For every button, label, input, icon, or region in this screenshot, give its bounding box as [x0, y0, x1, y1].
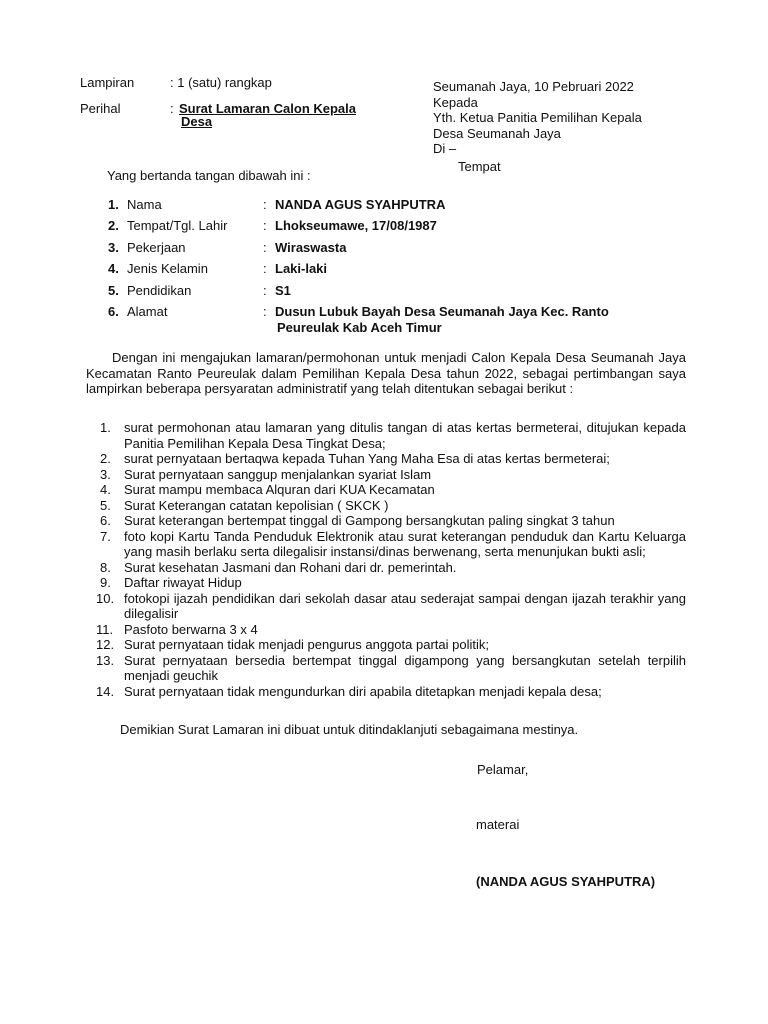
yth-text: Yth. Ketua Panitia Pemilihan Kepala	[433, 110, 642, 125]
lampiran-label: Lampiran	[80, 75, 135, 90]
list-item-text: surat pernyataan bertaqwa kepada Tuhan Yang Maha Esa di atas kertas bermeterai;	[124, 451, 610, 466]
list-item-number: 5.	[100, 497, 111, 513]
identity-row	[108, 240, 668, 258]
identity-num: 6.	[108, 304, 119, 319]
list-item	[80, 529, 686, 560]
list-item-text: Surat pernyataan sanggup menjalankan syariat Islam	[124, 466, 432, 482]
list-item-text: Surat pernyataan tidak mengundurkan diri apabila ditetapkan menjadi kepala desa;	[124, 683, 602, 699]
identity-colon: :	[263, 261, 267, 276]
identity-colon: :	[263, 304, 267, 319]
list-item-number: 3.	[100, 466, 111, 482]
list-item-number: 6.	[100, 513, 111, 528]
list-item	[80, 498, 686, 514]
kepada-text: Kepada	[433, 94, 478, 110]
list-item-text: Surat kesehatan Jasmani dan Rohani dari dr. pemerintah.	[124, 559, 457, 575]
list-item-number: 7.	[100, 528, 111, 544]
list-item	[80, 622, 686, 638]
signatory-name: (NANDA AGUS SYAHPUTRA)	[476, 874, 656, 889]
list-item	[80, 591, 686, 622]
identity-colon: :	[263, 218, 267, 233]
identity-row	[108, 261, 668, 279]
materai-label: materai	[476, 817, 520, 832]
list-item	[80, 684, 686, 700]
list-item	[80, 467, 686, 483]
identity-num: 1.	[108, 197, 119, 212]
identity-label: Pendidikan	[127, 283, 192, 298]
list-item-number: 14.	[96, 683, 115, 699]
desa-text: Desa Seumanah Jaya	[433, 125, 561, 141]
list-item-number: 11.	[96, 621, 114, 637]
list-item	[80, 482, 686, 498]
list-item-number: 2.	[100, 451, 111, 466]
list-item-number: 4.	[100, 482, 111, 497]
list-item	[80, 420, 686, 451]
list-item	[80, 637, 686, 653]
list-item-number: 13.	[96, 652, 115, 668]
identity-value: Wiraswasta	[275, 240, 347, 255]
tempat-text: Tempat	[458, 158, 501, 174]
identity-colon: :	[263, 240, 267, 255]
identity-colon: :	[263, 283, 267, 298]
identity-row	[108, 304, 668, 336]
pelamar-label: Pelamar,	[477, 762, 529, 777]
body-paragraph: Dengan ini mengajukan lamaran/permohonan untuk menjadi Calon Kepala Desa Seumanah Jaya Kecamatan Ranto Peureulak dalam Pemilihan Kepala Desa tahun 2022, sebagai pertimbangan saya lampirkan beberapa persyaratan administratif yang telah ditentukan sebagai berikut :	[86, 350, 686, 396]
identity-label: Tempat/Tgl. Lahir	[127, 218, 228, 233]
perihal-label: Perihal	[80, 101, 121, 116]
list-item-text: Surat pernyataan tidak menjadi pengurus anggota partai politik;	[124, 637, 489, 652]
requirements-list	[80, 420, 686, 699]
list-item-text: fotokopi ijazah pendidikan dari sekolah dasar atau sederajat sampai dengan ijazah terakhir yang dilegalisir	[124, 590, 686, 621]
identity-label: Alamat	[127, 304, 168, 319]
identity-value	[275, 304, 665, 335]
perihal-value-line-1: Surat Lamaran Calon Kepala	[179, 101, 356, 116]
identity-num: 5.	[108, 283, 119, 298]
list-item-text: surat permohonan atau lamaran yang ditulis tangan di atas kertas bermeterai, ditujukan kepada Panitia Pemilihan Kepala Desa Tingkat Desa;	[124, 420, 686, 451]
list-item-number: 9.	[100, 575, 111, 590]
identity-colon: :	[263, 197, 267, 212]
list-item	[80, 513, 686, 529]
list-item	[80, 653, 686, 684]
intro-text: Yang bertanda tangan dibawah ini :	[107, 168, 311, 183]
identity-value: Laki-laki	[275, 261, 328, 276]
identity-row	[108, 197, 668, 215]
list-item-text: Surat Keterangan catatan kepolisian ( SKCK )	[124, 497, 389, 513]
identity-value: S1	[275, 283, 291, 298]
list-item-number: 10.	[96, 590, 115, 606]
list-item	[80, 451, 686, 467]
lampiran-line	[80, 75, 272, 91]
list-item-text: Daftar riwayat Hidup	[124, 575, 242, 590]
recipient-block	[433, 79, 693, 174]
perihal-colon: :	[170, 101, 174, 116]
list-item-number: 1.	[100, 420, 111, 435]
identity-label: Jenis Kelamin	[127, 261, 208, 276]
place-date: Seumanah Jaya, 10 Pebruari 2022	[433, 79, 634, 94]
identity-row	[108, 218, 668, 236]
list-item-text: Surat keterangan bertempat tinggal di Gampong bersangkutan paling singkat 3 tahun	[124, 513, 615, 528]
identity-num: 2.	[108, 218, 119, 233]
address-line-2: Peureulak Kab Aceh Timur	[277, 319, 442, 335]
list-item-text: foto kopi Kartu Tanda Penduduk Elektronik atau surat keterangan penduduk dan Kartu Keluarga yang masih berlaku serta dilegalisir instansi/dinas berwenang, serta menunjukan bukti asli;	[124, 528, 686, 559]
list-item-text: Pasfoto berwarna 3 x 4	[124, 621, 258, 637]
list-item	[80, 560, 686, 576]
identity-num: 3.	[108, 240, 119, 255]
identity-value: NANDA AGUS SYAHPUTRA	[275, 197, 446, 212]
list-item-text: Surat mampu membaca Alquran dari KUA Kecamatan	[124, 482, 435, 497]
di-text: Di –	[433, 141, 457, 156]
list-item-text: Surat pernyataan bersedia bertempat tinggal digampong yang bersangkutan setelah terpilih menjadi geuchik	[124, 652, 686, 683]
identity-label: Nama	[127, 197, 162, 212]
identity-num: 4.	[108, 261, 119, 276]
list-item-number: 8.	[100, 559, 111, 575]
list-item-number: 12.	[96, 637, 115, 652]
perihal-value-line-2: Desa	[181, 114, 213, 129]
identity-label: Pekerjaan	[127, 240, 186, 255]
closing-text: Demikian Surat Lamaran ini dibuat untuk ditindaklanjuti sebagaimana mestinya.	[120, 722, 579, 737]
perihal-line	[80, 101, 174, 117]
lampiran-value: : 1 (satu) rangkap	[170, 75, 272, 90]
identity-row	[108, 283, 668, 301]
list-item	[80, 575, 686, 591]
address-line-1: Dusun Lubuk Bayah Desa Seumanah Jaya Kec. Ranto	[275, 304, 609, 319]
identity-value: Lhokseumawe, 17/08/1987	[275, 218, 437, 233]
